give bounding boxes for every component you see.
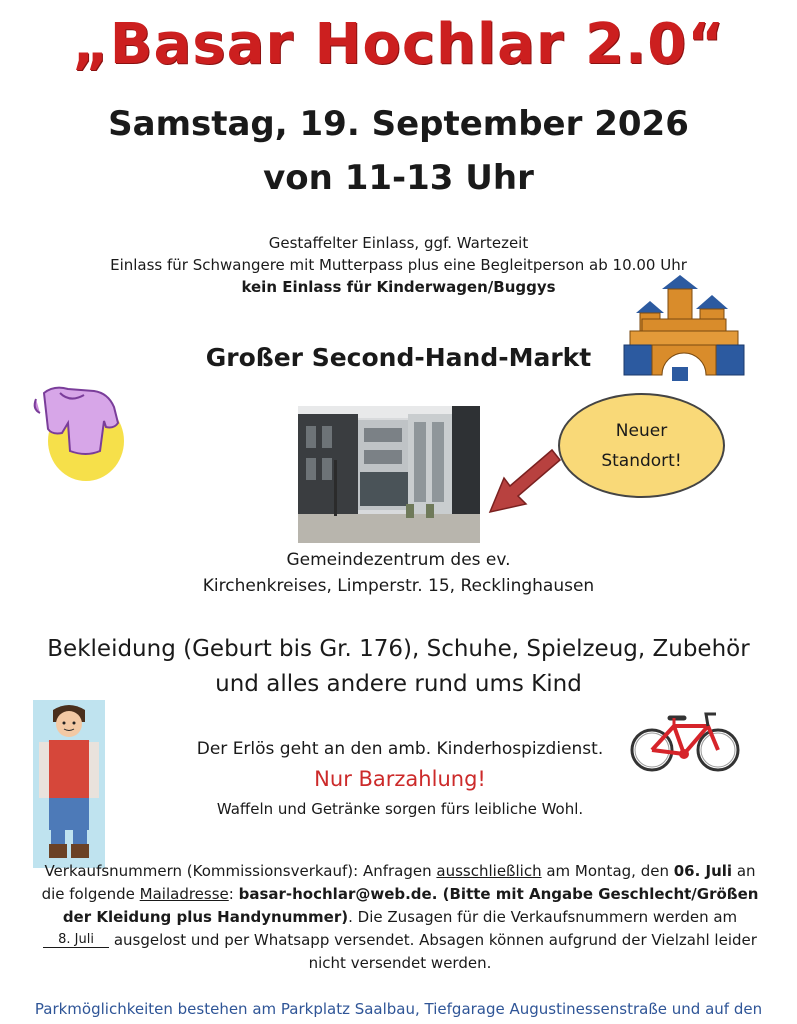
refreshments-note: Waffeln und Getränke sorgen fürs leibliche Wohl. <box>216 800 584 818</box>
info-emphasis: ausschließlich <box>436 862 542 880</box>
bubble-line-1: Neuer <box>615 420 668 441</box>
goods-line-1: Bekleidung (Geburt bis Gr. 176), Schuhe, Spielzeug, Zubehör <box>47 636 750 662</box>
toy-figure-icon <box>33 700 105 868</box>
info-date: 06. Juli <box>673 862 733 880</box>
info-text: : <box>228 885 239 903</box>
building-blocks-icon <box>620 275 748 383</box>
parking-info: Parkmöglichkeiten bestehen am Parkplatz Saalbau, Tiefgarage Augustinessenstraße und auf den <box>34 1000 763 1018</box>
venue-address <box>0 547 797 599</box>
seller-numbers-info <box>40 860 760 975</box>
info-text: am Montag, den <box>541 862 674 880</box>
bubble-line-2: Standort! <box>601 450 682 471</box>
new-location-bubble <box>558 393 725 498</box>
venue-photo <box>298 406 480 543</box>
info-text: ausgelost und per Whatsapp versendet. Absagen können aufgrund der Vielzahl leider nicht versendet werden. <box>109 931 757 972</box>
cash-only-note: Nur Barzahlung! <box>314 767 486 791</box>
proceeds-note: Der Erlös geht an den amb. Kinderhospizdienst. <box>196 739 604 759</box>
goods-line-2: und alles andere rund ums Kind <box>215 671 582 697</box>
market-heading: Großer Second-Hand-Markt <box>205 343 592 372</box>
event-time: von 11-13 Uhr <box>263 158 534 198</box>
venue-line-2: Kirchenkreises, Limperstr. 15, Recklinghausen <box>202 576 595 596</box>
info-text: Verkaufsnummern (Kommissionsverkauf): Anfragen <box>44 862 437 880</box>
entry-line-pregnant: Einlass für Schwangere mit Mutterpass plus eine Begleitperson ab 10.00 Uhr <box>110 256 687 274</box>
info-text: . Die Zusagen für die Verkaufsnummern werden am <box>348 908 738 926</box>
info-text: an die folgende <box>41 862 756 903</box>
venue-line-1: Gemeindezentrum des ev. <box>286 550 511 570</box>
draw-date-field: 8. Juli <box>43 933 109 948</box>
goods-list <box>0 632 797 702</box>
entry-line-no-strollers: kein Einlass für Kinderwagen/Buggys <box>241 278 556 296</box>
event-date: Samstag, 19. September 2026 <box>108 104 689 144</box>
poster-title: „Basar Hochlar 2.0“ <box>71 12 726 77</box>
contact-email[interactable]: basar-hochlar@web.de <box>238 885 432 903</box>
arrow-icon <box>484 448 564 518</box>
entry-line-staggered: Gestaffelter Einlass, ggf. Wartezeit <box>268 234 529 252</box>
info-emphasis: Mailadresse <box>139 885 229 903</box>
clothing-icon <box>30 383 126 483</box>
info-request-details: . (Bitte mit Angabe Geschlecht/Größen der Kleidung plus Handynummer) <box>62 885 759 926</box>
